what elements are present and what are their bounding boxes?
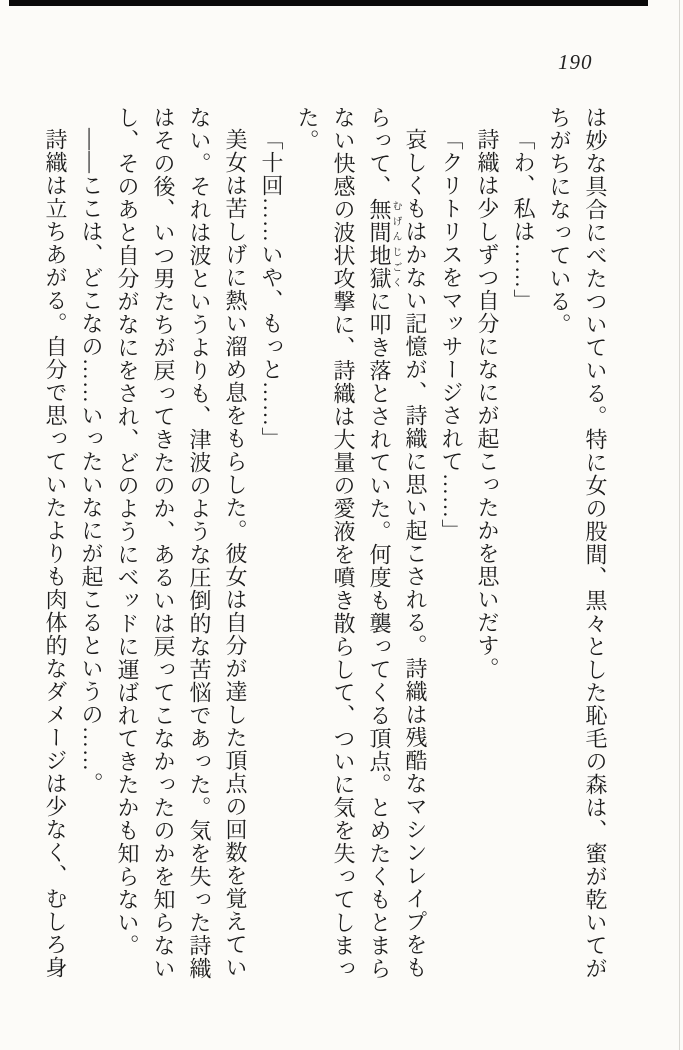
paragraph: 美女は苦しげに熱い溜め息をもらした。彼女は自分が達した頂点の回数を覚えていない。それは波というよりも、津波のような圧倒的な苦悩であった。気を失った詩織はその後、いつ男たちが戻ってきたのか、あるいは戻ってこなかったのかを知らないし、そのあと自分がなにをされ、どのようにベッドに運ばれてきたかも知らない。 xyxy=(115,106,248,980)
paragraph: 「クリトリスをマッサージされて……」 xyxy=(439,128,464,542)
paragraph: は妙な具合にべたついている。特に女の股間、黒々とした恥毛の森は、蜜が乾いてがちがちになっている。 xyxy=(547,106,608,980)
text-body xyxy=(35,106,613,982)
ruby-annotated-word: 無間地獄むげんじごく xyxy=(367,198,401,290)
paragraph: 詩織は立ちあがる。自分で思っていたよりも肉体的なダメージは少なく、むしろ身 xyxy=(43,128,68,979)
paragraph: 詩織は少しずつ自分になにが起こったかを思いだす。 xyxy=(475,128,500,680)
page-number: 190 xyxy=(558,50,593,74)
page-edge-shadow xyxy=(679,0,680,1050)
paragraph: 哀しくもはかない記憶が、詩織に思い起こされる。詩織は残酷なマシンレイプをもらって、無間地獄むげんじごくに叩き落とされていた。何度も襲ってくる頂点。とめたくもとまらない快感の波状攻撃に、詩織は大量の愛液を噴き散らして、ついに気を失ってしまった。 xyxy=(295,106,428,980)
scan-edge-bar xyxy=(9,0,648,6)
paragraph: 「十回……いや、もっと……」 xyxy=(259,128,284,450)
paragraph: 「わ、私は……」 xyxy=(511,128,536,312)
paragraph: ――ここは、どこなの……いったいなにが起こるというの……。 xyxy=(79,128,104,795)
